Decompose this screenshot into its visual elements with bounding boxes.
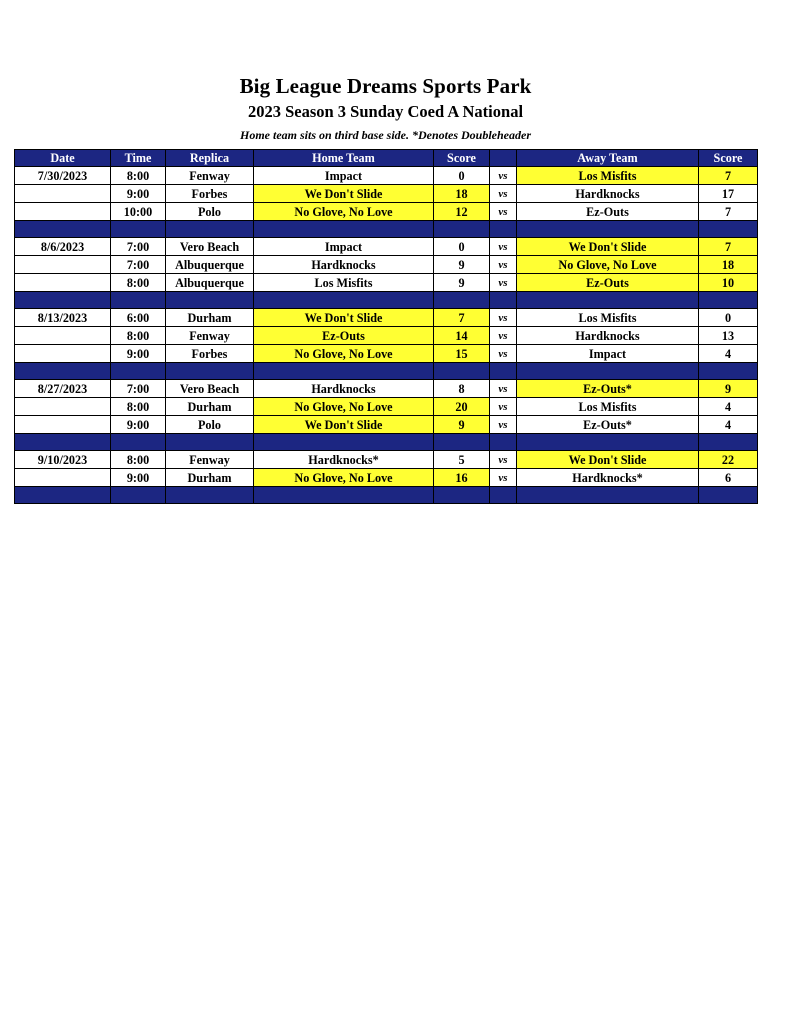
away-score: 7 <box>699 203 758 221</box>
game-time: 6:00 <box>111 309 166 327</box>
home-score: 5 <box>434 451 490 469</box>
game-row <box>15 345 758 363</box>
away-team: Ez-Outs* <box>517 380 699 398</box>
game-time: 7:00 <box>111 238 166 256</box>
home-team: No Glove, No Love <box>254 203 434 221</box>
column-header-time: Time <box>111 150 166 167</box>
vs-label: vs <box>490 238 517 256</box>
home-team: No Glove, No Love <box>254 398 434 416</box>
vs-label: vs <box>490 256 517 274</box>
week-separator-row <box>15 434 758 451</box>
table-header-row <box>15 150 758 167</box>
game-time: 10:00 <box>111 203 166 221</box>
separator-cell <box>111 292 166 309</box>
vs-label: vs <box>490 380 517 398</box>
separator-cell <box>166 487 254 504</box>
separator-cell <box>15 487 111 504</box>
page-subtitle: 2023 Season 3 Sunday Coed A National <box>247 102 524 121</box>
away-score: 0 <box>699 309 758 327</box>
home-score: 12 <box>434 203 490 221</box>
game-replica-field: Forbes <box>166 345 254 363</box>
separator-cell <box>254 292 434 309</box>
home-team: Hardknocks <box>254 380 434 398</box>
separator-cell <box>699 487 758 504</box>
away-team: Hardknocks* <box>517 469 699 487</box>
away-team: Impact <box>517 345 699 363</box>
away-score: 4 <box>699 398 758 416</box>
home-team: We Don't Slide <box>254 416 434 434</box>
home-score: 9 <box>434 256 490 274</box>
game-time: 8:00 <box>111 167 166 185</box>
game-date <box>15 185 111 203</box>
week-separator-row <box>15 487 758 504</box>
game-date <box>15 203 111 221</box>
game-row <box>15 238 758 256</box>
separator-cell <box>517 434 699 451</box>
away-score: 9 <box>699 380 758 398</box>
separator-cell <box>111 487 166 504</box>
game-row <box>15 416 758 434</box>
week-separator-row <box>15 363 758 380</box>
separator-cell <box>434 434 490 451</box>
column-header-away-score: Score <box>699 150 758 167</box>
separator-cell <box>434 363 490 380</box>
separator-cell <box>111 221 166 238</box>
away-score: 17 <box>699 185 758 203</box>
separator-cell <box>111 434 166 451</box>
separator-cell <box>111 363 166 380</box>
game-time: 8:00 <box>111 398 166 416</box>
game-date <box>15 416 111 434</box>
home-team: Impact <box>254 238 434 256</box>
home-team: Impact <box>254 167 434 185</box>
separator-cell <box>254 434 434 451</box>
home-score: 15 <box>434 345 490 363</box>
game-date: 8/13/2023 <box>15 309 111 327</box>
game-row <box>15 398 758 416</box>
game-row <box>15 309 758 327</box>
home-team: No Glove, No Love <box>254 345 434 363</box>
home-team: Ez-Outs <box>254 327 434 345</box>
away-team: Hardknocks <box>517 185 699 203</box>
game-row <box>15 274 758 292</box>
away-team: Ez-Outs* <box>517 416 699 434</box>
home-team: We Don't Slide <box>254 309 434 327</box>
schedule-table <box>14 149 758 504</box>
game-row <box>15 380 758 398</box>
away-team: Ez-Outs <box>517 203 699 221</box>
game-date <box>15 256 111 274</box>
separator-cell <box>434 292 490 309</box>
game-time: 8:00 <box>111 327 166 345</box>
away-score: 10 <box>699 274 758 292</box>
game-row <box>15 185 758 203</box>
home-score: 7 <box>434 309 490 327</box>
game-replica-field: Durham <box>166 309 254 327</box>
game-date <box>15 398 111 416</box>
game-date: 8/27/2023 <box>15 380 111 398</box>
away-score: 18 <box>699 256 758 274</box>
game-date: 8/6/2023 <box>15 238 111 256</box>
home-team: Hardknocks <box>254 256 434 274</box>
column-header-home-team: Home Team <box>254 150 434 167</box>
away-score: 22 <box>699 451 758 469</box>
game-replica-field: Fenway <box>166 327 254 345</box>
column-header-home-score: Score <box>434 150 490 167</box>
separator-cell <box>15 363 111 380</box>
away-team: Ez-Outs <box>517 274 699 292</box>
game-row <box>15 167 758 185</box>
game-row <box>15 327 758 345</box>
separator-cell <box>434 221 490 238</box>
separator-cell <box>699 434 758 451</box>
home-score: 20 <box>434 398 490 416</box>
away-score: 6 <box>699 469 758 487</box>
game-replica-field: Durham <box>166 469 254 487</box>
game-date <box>15 345 111 363</box>
column-header-date: Date <box>15 150 111 167</box>
away-team: Los Misfits <box>517 309 699 327</box>
game-row <box>15 203 758 221</box>
game-replica-field: Albuquerque <box>166 274 254 292</box>
separator-cell <box>15 292 111 309</box>
game-row <box>15 256 758 274</box>
separator-cell <box>254 487 434 504</box>
separator-cell <box>517 363 699 380</box>
game-replica-field: Durham <box>166 398 254 416</box>
game-date: 7/30/2023 <box>15 167 111 185</box>
separator-cell <box>517 221 699 238</box>
separator-cell <box>699 292 758 309</box>
separator-cell <box>490 363 517 380</box>
separator-cell <box>517 292 699 309</box>
home-score: 8 <box>434 380 490 398</box>
away-score: 7 <box>699 238 758 256</box>
vs-label: vs <box>490 185 517 203</box>
game-replica-field: Fenway <box>166 167 254 185</box>
separator-cell <box>434 487 490 504</box>
away-score: 7 <box>699 167 758 185</box>
separator-cell <box>254 221 434 238</box>
game-replica-field: Vero Beach <box>166 238 254 256</box>
game-replica-field: Polo <box>166 203 254 221</box>
column-header-vs <box>490 150 517 167</box>
separator-cell <box>699 221 758 238</box>
game-time: 9:00 <box>111 416 166 434</box>
separator-cell <box>15 434 111 451</box>
away-team: No Glove, No Love <box>517 256 699 274</box>
away-score: 13 <box>699 327 758 345</box>
away-score: 4 <box>699 416 758 434</box>
vs-label: vs <box>490 274 517 292</box>
vs-label: vs <box>490 469 517 487</box>
game-date <box>15 469 111 487</box>
home-score: 9 <box>434 416 490 434</box>
game-time: 9:00 <box>111 469 166 487</box>
game-replica-field: Forbes <box>166 185 254 203</box>
home-score: 0 <box>434 167 490 185</box>
game-time: 9:00 <box>111 185 166 203</box>
vs-label: vs <box>490 345 517 363</box>
page-title: Big League Dreams Sports Park <box>239 74 532 98</box>
vs-label: vs <box>490 309 517 327</box>
vs-label: vs <box>490 398 517 416</box>
separator-cell <box>166 292 254 309</box>
separator-cell <box>254 363 434 380</box>
away-team: Hardknocks <box>517 327 699 345</box>
column-header-replica: Replica <box>166 150 254 167</box>
separator-cell <box>166 363 254 380</box>
separator-cell <box>517 487 699 504</box>
separator-cell <box>490 292 517 309</box>
vs-label: vs <box>490 416 517 434</box>
game-replica-field: Polo <box>166 416 254 434</box>
separator-cell <box>166 221 254 238</box>
game-row <box>15 451 758 469</box>
game-replica-field: Vero Beach <box>166 380 254 398</box>
week-separator-row <box>15 292 758 309</box>
page-note: Home team sits on third base side. *Denotes Doubleheader <box>240 128 531 142</box>
week-separator-row <box>15 221 758 238</box>
home-score: 9 <box>434 274 490 292</box>
game-row <box>15 469 758 487</box>
home-score: 16 <box>434 469 490 487</box>
home-score: 14 <box>434 327 490 345</box>
separator-cell <box>490 487 517 504</box>
away-score: 4 <box>699 345 758 363</box>
home-score: 0 <box>434 238 490 256</box>
game-time: 8:00 <box>111 451 166 469</box>
away-team: Los Misfits <box>517 167 699 185</box>
vs-label: vs <box>490 167 517 185</box>
separator-cell <box>166 434 254 451</box>
game-date <box>15 274 111 292</box>
separator-cell <box>15 221 111 238</box>
separator-cell <box>490 221 517 238</box>
home-score: 18 <box>434 185 490 203</box>
game-time: 7:00 <box>111 380 166 398</box>
game-time: 8:00 <box>111 274 166 292</box>
vs-label: vs <box>490 203 517 221</box>
game-date: 9/10/2023 <box>15 451 111 469</box>
home-team: We Don't Slide <box>254 185 434 203</box>
game-replica-field: Fenway <box>166 451 254 469</box>
home-team: Los Misfits <box>254 274 434 292</box>
home-team: Hardknocks* <box>254 451 434 469</box>
game-time: 9:00 <box>111 345 166 363</box>
away-team: We Don't Slide <box>517 451 699 469</box>
separator-cell <box>699 363 758 380</box>
vs-label: vs <box>490 451 517 469</box>
away-team: Los Misfits <box>517 398 699 416</box>
vs-label: vs <box>490 327 517 345</box>
away-team: We Don't Slide <box>517 238 699 256</box>
game-date <box>15 327 111 345</box>
separator-cell <box>490 434 517 451</box>
game-replica-field: Albuquerque <box>166 256 254 274</box>
game-time: 7:00 <box>111 256 166 274</box>
column-header-away-team: Away Team <box>517 150 699 167</box>
home-team: No Glove, No Love <box>254 469 434 487</box>
